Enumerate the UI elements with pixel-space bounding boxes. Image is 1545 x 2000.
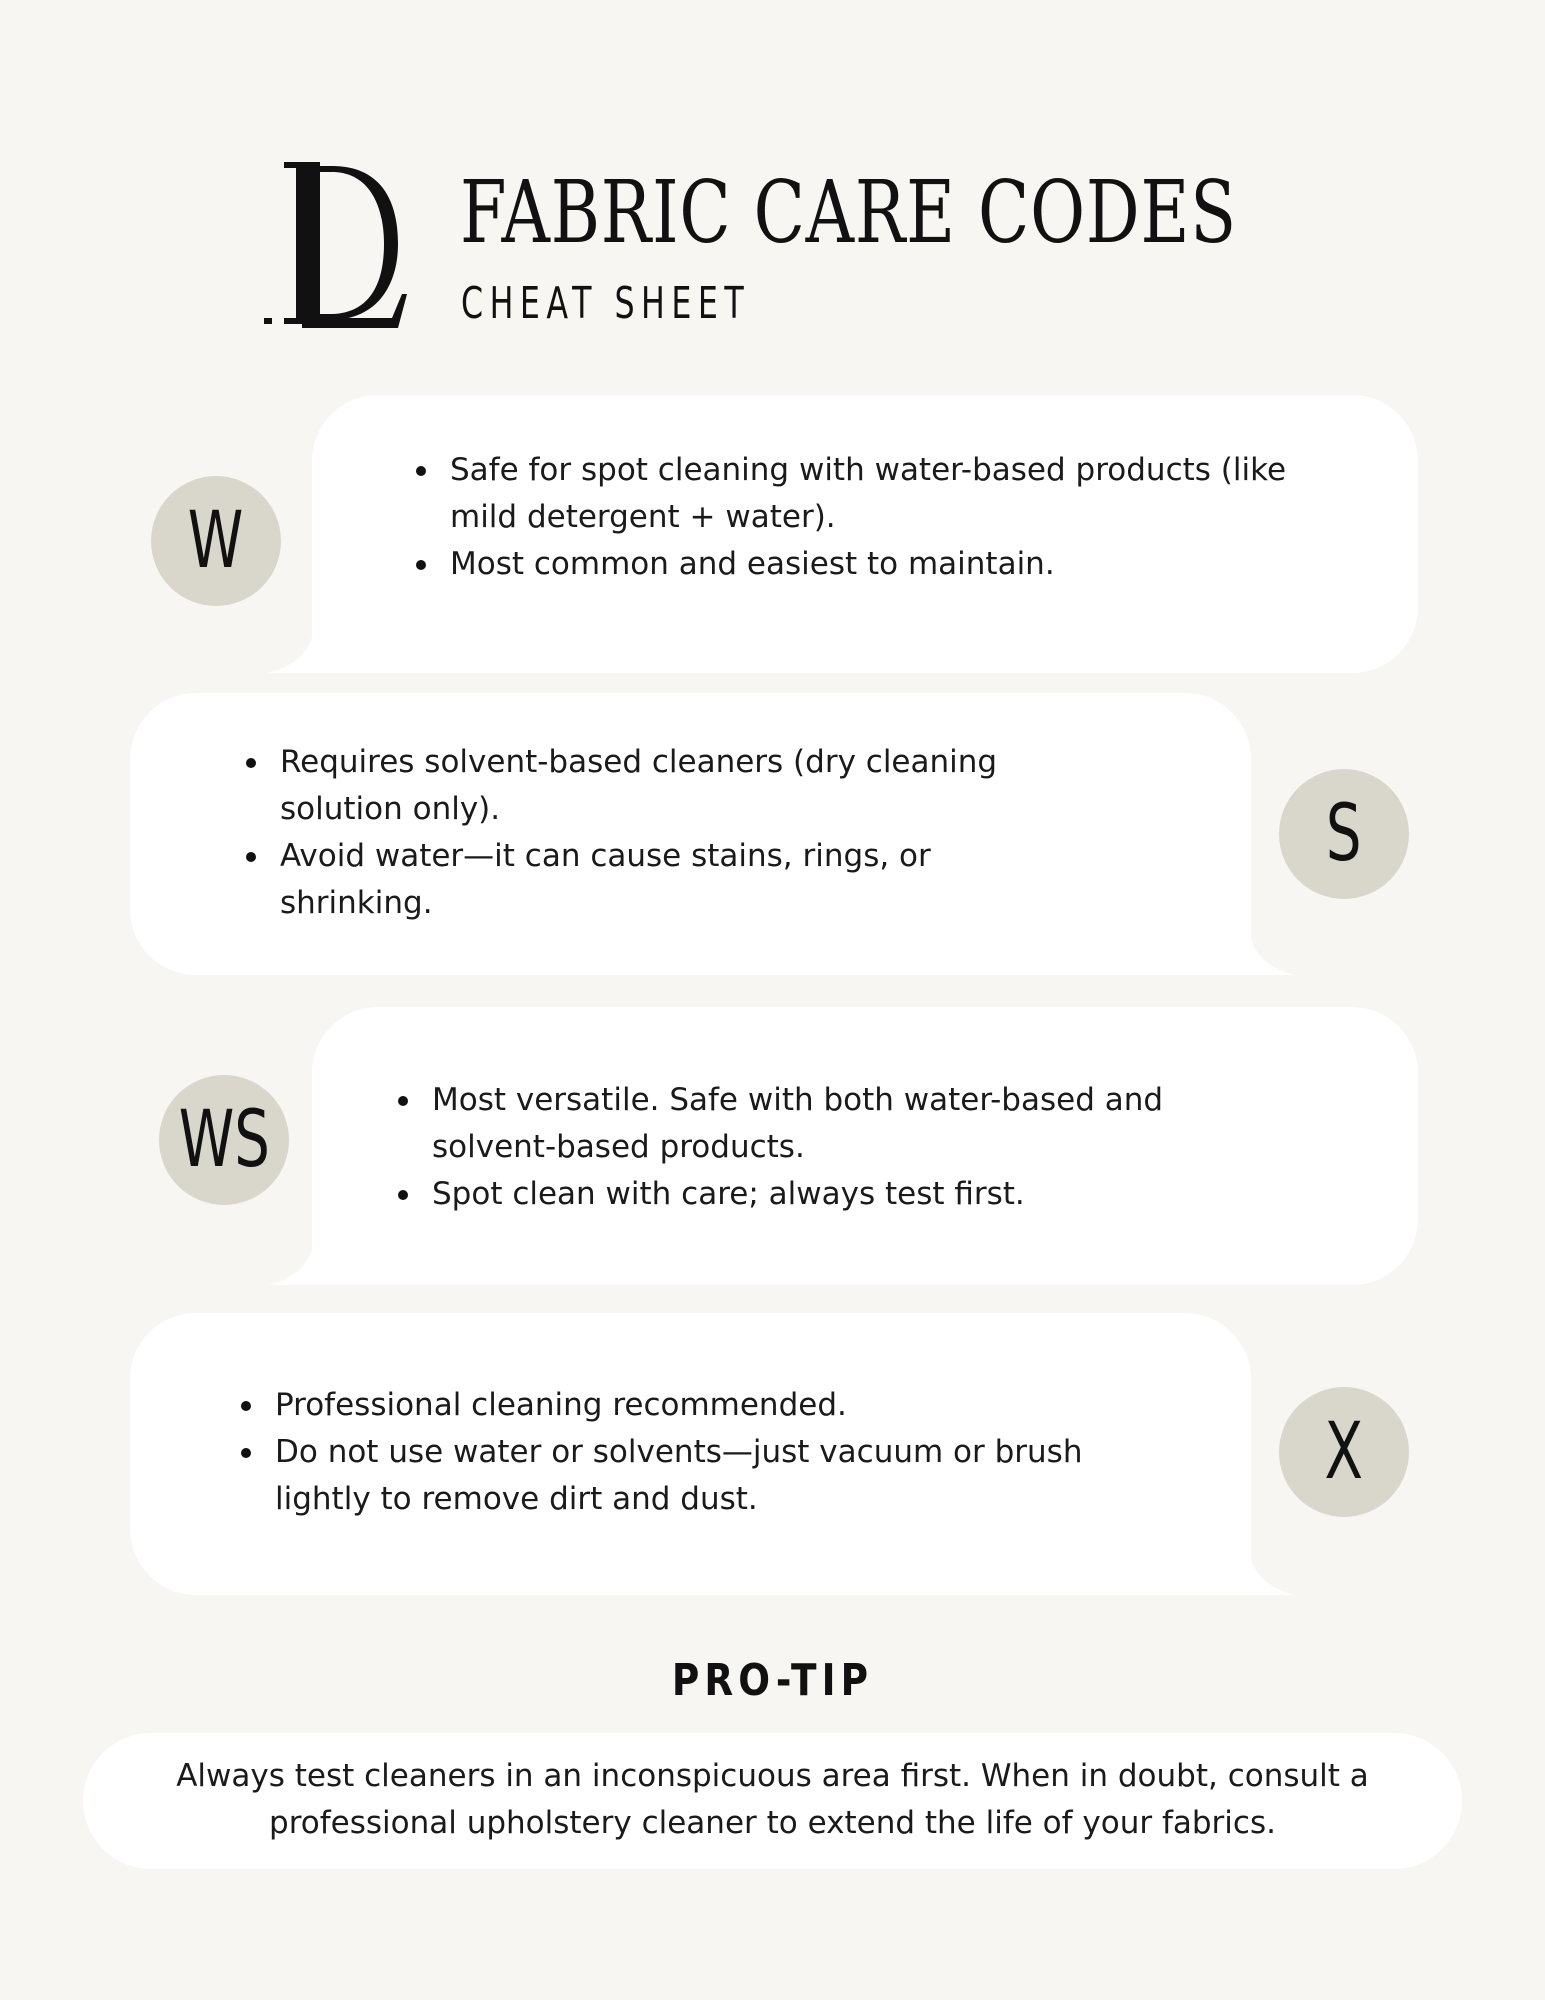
bullet-item: Most common and easiest to maintain.: [412, 541, 1342, 588]
code-badge-ws: WS: [159, 1075, 289, 1205]
bullet-item: Professional cleaning recommended.: [237, 1382, 1087, 1429]
card-tail: [1249, 1549, 1295, 1595]
card-tail: [1249, 929, 1295, 975]
bullet-list: [412, 447, 1342, 588]
card-tail: [268, 627, 314, 673]
protip-heading: PRO-TIP: [671, 1655, 874, 1706]
code-badge-s: S: [1279, 769, 1409, 899]
code-card-w: [312, 395, 1418, 673]
bullet-item: Most versatile. Safe with both water-based and solvent-based products.: [394, 1077, 1294, 1171]
bullet-item: Do not use water or solvents—just vacuum or brush lightly to remove dirt and dust.: [237, 1429, 1087, 1523]
code-card-ws: [312, 1007, 1418, 1285]
page-title: FABRIC CARE CODES: [460, 163, 1237, 263]
code-card-s: [130, 693, 1251, 975]
bullet-item: Requires solvent-based cleaners (dry cleaning solution only).: [242, 739, 1092, 833]
bullet-list: [394, 1077, 1294, 1218]
code-badge-x: X: [1279, 1387, 1409, 1517]
bullet-list: [237, 1382, 1087, 1523]
protip-box: [83, 1733, 1462, 1869]
card-tail: [268, 1239, 314, 1285]
code-badge-w: W: [151, 476, 281, 606]
code-card-x: [130, 1313, 1251, 1595]
bullet-item: Avoid water—it can cause stains, rings, or shrinking.: [242, 833, 1092, 927]
bullet-item: Safe for spot cleaning with water-based products (like mild detergent + water).: [412, 447, 1342, 541]
bullet-list: [242, 739, 1092, 927]
brand-logo: [262, 160, 407, 330]
page-subtitle: CHEAT SHEET: [461, 278, 751, 329]
bullet-item: Spot clean with care; always test first.: [394, 1171, 1294, 1218]
protip-text: Always test cleaners in an inconspicuous area first. When in doubt, consult a professional upholstery cleaner to extend the life of your fabrics.: [176, 1758, 1369, 1841]
